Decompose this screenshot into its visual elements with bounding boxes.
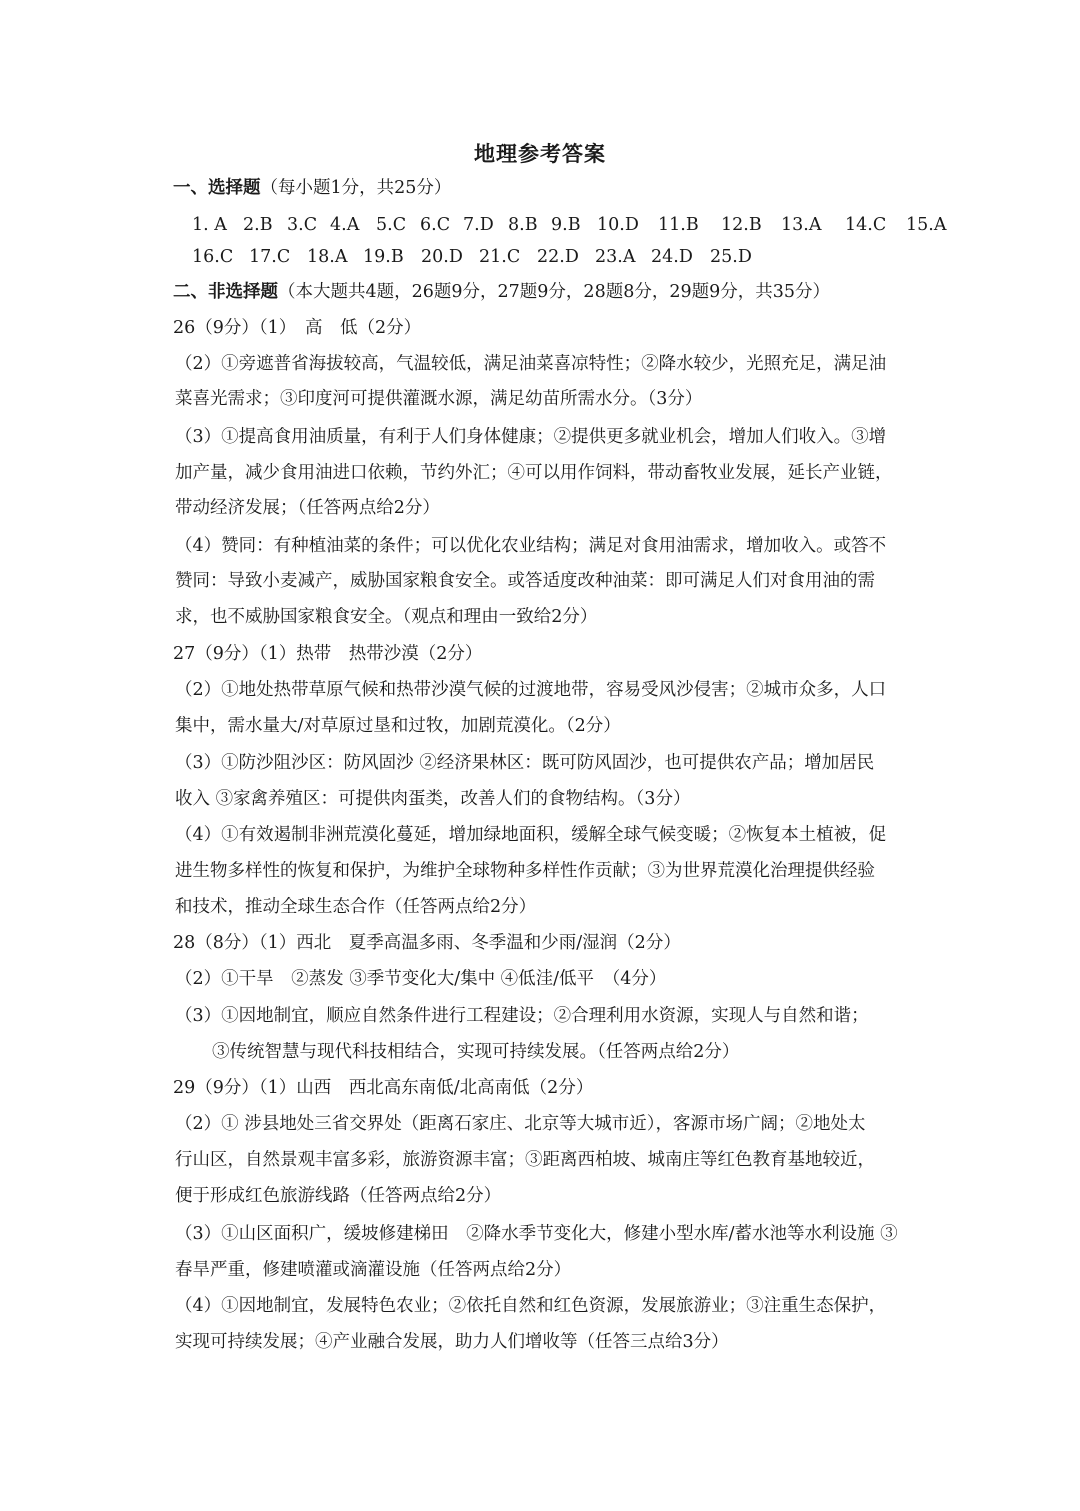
- answer-line: 赞同：导致小麦减产，威胁国家粮食安全。或答适度改种油菜：即可满足人们对食用油的需: [175, 571, 875, 591]
- answer-line: ③传统智慧与现代科技相结合，实现可持续发展。（任答两点给2分）: [212, 1042, 740, 1062]
- answer-line: （2）①地处热带草原气候和热带沙漠气候的过渡地带，容易受风沙侵害；②城市众多，人口: [175, 680, 887, 700]
- mc-answer: 25.D: [710, 247, 752, 267]
- mc-answer: 10.D: [597, 215, 639, 235]
- mc-answer: 7.D: [463, 215, 494, 235]
- mc-answer: 17.C: [249, 247, 291, 267]
- mc-answer: 5.C: [376, 215, 407, 235]
- answer-line: 进生物多样性的恢复和保护，为维护全球物种多样性作贡献；③为世界荒漠化治理提供经验: [175, 861, 875, 881]
- mc-answer: 19.B: [363, 247, 404, 267]
- answer-line: 春旱严重，修建喷灌或滴灌设施（任答两点给2分）: [175, 1260, 572, 1280]
- mc-answer: 18.A: [307, 247, 348, 267]
- section1-heading-line: [173, 176, 933, 200]
- mc-answer: 20.D: [421, 247, 463, 267]
- answer-line: （2）① 涉县地处三省交界处（距离石家庄、北京等大城市近），客源市场广阔；②地处太: [175, 1114, 866, 1134]
- answer-line: 收入 ③家禽养殖区：可提供肉蛋类，改善人们的食物结构。（3分）: [175, 789, 691, 809]
- answer-line: 集中，需水量大/对草原过垦和过牧，加剧荒漠化。（2分）: [175, 716, 621, 736]
- answer-line: （4）赞同：有种植油菜的条件；可以优化农业结构；满足对食用油需求，增加收入。或答不: [175, 536, 887, 556]
- mc-answer: 4.A: [330, 215, 360, 235]
- mc-answer: 3.C: [287, 215, 318, 235]
- mc-answer: 23.A: [595, 247, 636, 267]
- section2-heading: 二、非选择题: [173, 282, 278, 302]
- mc-answer: 13.A: [781, 215, 822, 235]
- q27-header: 27（9分）（1）热带 热带沙漠（2分）: [173, 644, 483, 664]
- answer-line: 便于形成红色旅游线路（任答两点给2分）: [175, 1186, 502, 1206]
- answer-line: 求，也不威胁国家粮食安全。（观点和理由一致给2分）: [175, 607, 598, 627]
- answer-line: 带动经济发展；（任答两点给2分）: [175, 498, 440, 518]
- section2-note: （本大题共4题，26题9分，27题9分，28题8分，29题9分，共35分）: [278, 282, 831, 302]
- mc-answer: 15.A: [906, 215, 947, 235]
- section1-heading: 一、选择题: [173, 178, 261, 198]
- answer-line: 实现可持续发展；④产业融合发展，助力人们增收等（任答三点给3分）: [175, 1332, 729, 1352]
- answer-line: （4）①有效遏制非洲荒漠化蔓延，增加绿地面积，缓解全球气候变暖；②恢复本土植被，促: [175, 825, 887, 845]
- mc-answer: 6.C: [420, 215, 451, 235]
- mc-answer: 21.C: [479, 247, 521, 267]
- mc-answer: 16.C: [192, 247, 234, 267]
- answer-line: 加产量，减少食用油进口依赖，节约外汇；④可以用作饲料，带动畜牧业发展，延长产业链，: [175, 463, 893, 483]
- answer-line: （3）①因地制宜，顺应自然条件进行工程建设；②合理利用水资源，实现人与自然和谐；: [175, 1006, 869, 1026]
- mc-answer: 8.B: [508, 215, 538, 235]
- answer-line: 菜喜光需求；③印度河可提供灌溉水源，满足幼苗所需水分。（3分）: [175, 389, 703, 409]
- mc-answer: 24.D: [651, 247, 693, 267]
- mc-answer: 1. A: [192, 215, 227, 235]
- answer-line: （2）①干旱 ②蒸发 ③季节变化大/集中 ④低洼/低平 （4分）: [175, 969, 667, 989]
- answer-line: 和技术，推动全球生态合作（任答两点给2分）: [175, 897, 537, 917]
- page-title: 地理参考答案: [474, 141, 606, 166]
- mc-answer: 11.B: [658, 215, 699, 235]
- mc-answer: 22.D: [537, 247, 579, 267]
- answer-line: （3）①提高食用油质量，有利于人们身体健康；②提供更多就业机会，增加人们收入。③增: [175, 427, 887, 447]
- q28-header: 28（8分）（1）西北 夏季高温多雨、冬季温和少雨/湿润（2分）: [173, 933, 681, 953]
- answer-line: （3）①山区面积广，缓坡修建梯田 ②降水季节变化大，修建小型水库/蓄水池等水利设施 ③: [175, 1224, 898, 1244]
- section2-heading-line: [173, 280, 933, 304]
- mc-answer: 9.B: [551, 215, 581, 235]
- answer-line: 行山区，自然景观丰富多彩，旅游资源丰富；③距离西柏坡、城南庄等红色教育基地较近，: [175, 1150, 875, 1170]
- answer-line: （2）①旁遮普省海拔较高，气温较低，满足油菜喜凉特性；②降水较少，光照充足，满足油: [175, 354, 887, 374]
- q29-header: 29（9分）（1）山西 西北高东南低/北高南低（2分）: [173, 1078, 594, 1098]
- q26-header: 26（9分）（1） 高 低（2分）: [173, 318, 422, 338]
- mc-answer: 2.B: [243, 215, 273, 235]
- mc-answer: 12.B: [721, 215, 762, 235]
- mc-answer: 14.C: [845, 215, 887, 235]
- answer-line: （3）①防沙阻沙区：防风固沙 ②经济果林区：既可防风固沙，也可提供农产品；增加居民: [175, 753, 875, 773]
- answer-line: （4）①因地制宜，发展特色农业；②依托自然和红色资源，发展旅游业；③注重生态保护，: [175, 1296, 887, 1316]
- section1-note: （每小题1分，共25分）: [260, 178, 452, 198]
